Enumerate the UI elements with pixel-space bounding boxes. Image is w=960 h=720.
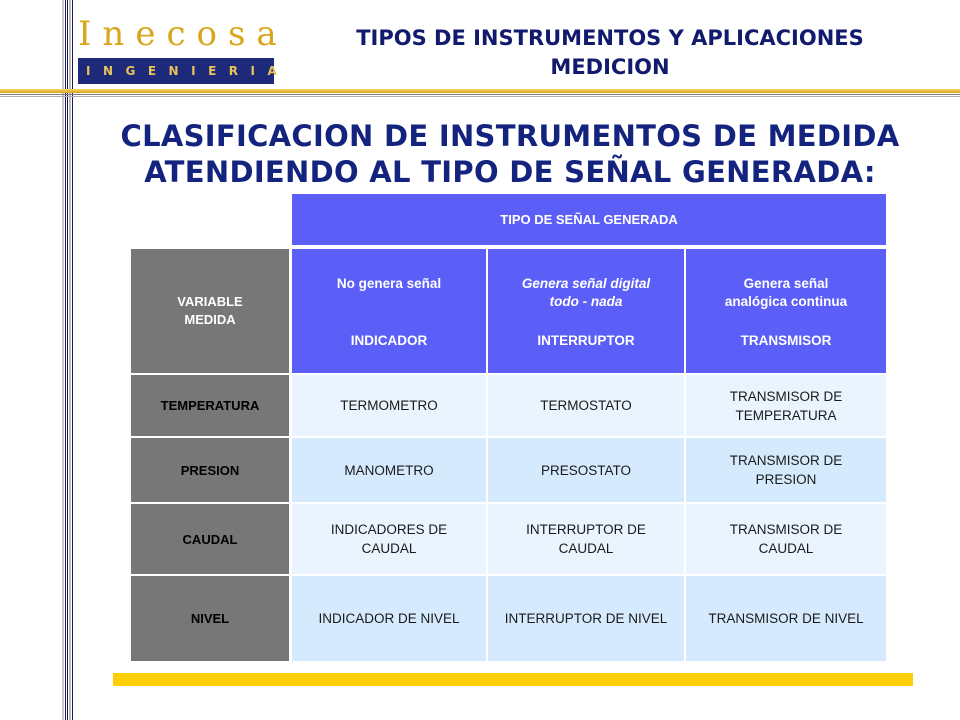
row-header: TEMPERATURA (131, 375, 289, 436)
table-cell: TERMOSTATO (488, 375, 684, 436)
table-cell: TRANSMISOR DE NIVEL (686, 576, 886, 661)
left-rail (62, 0, 64, 720)
table-cell: TRANSMISOR DE CAUDAL (686, 504, 886, 574)
table-cell: TERMOMETRO (292, 375, 486, 436)
table-cell: INDICADOR DE NIVEL (292, 576, 486, 661)
column-header-desc: Genera señal analógica continua (724, 276, 848, 309)
table-cell: TRANSMISOR DE PRESION (686, 438, 886, 502)
row-header: PRESION (131, 438, 289, 502)
left-rail (65, 0, 66, 720)
page-title (90, 118, 930, 190)
footer-bar (113, 673, 913, 686)
header-title-line1: TIPOS DE INSTRUMENTOS Y APLICACIONES (356, 26, 864, 50)
table-cell: PRESOSTATO (488, 438, 684, 502)
row-header: CAUDAL (131, 504, 289, 574)
header-divider-line (0, 94, 960, 95)
header-title (300, 24, 920, 82)
logo-wordmark: Inecosa (78, 14, 288, 54)
column-header (686, 249, 886, 373)
left-rail (69, 0, 71, 720)
column-header-desc: Genera señal digital todo - nada (521, 276, 651, 309)
column-header-desc: No genera señal (336, 276, 442, 291)
table-cell: INDICADORES DE CAUDAL (292, 504, 486, 574)
table-cell: MANOMETRO (292, 438, 486, 502)
column-header-name: TRANSMISOR (740, 333, 832, 348)
variable-header: VARIABLE MEDIDA (131, 249, 289, 373)
header-title-line2: MEDICION (550, 55, 670, 79)
column-header (488, 249, 684, 373)
header-divider-line (0, 96, 960, 97)
table-cell: TRANSMISOR DE TEMPERATURA (686, 375, 886, 436)
page-title-line2: ATENDIENDO AL TIPO DE SEÑAL GENERADA: (144, 155, 876, 189)
left-rail (67, 0, 68, 720)
table-cell: INTERRUPTOR DE NIVEL (488, 576, 684, 661)
column-header-name: INTERRUPTOR (537, 333, 635, 348)
company-logo (78, 14, 290, 78)
left-rail (72, 0, 73, 720)
column-header-name: INDICADOR (350, 333, 428, 348)
group-header: TIPO DE SEÑAL GENERADA (292, 194, 886, 245)
row-header: NIVEL (131, 576, 289, 661)
header-divider (0, 89, 960, 93)
instrument-table (131, 194, 886, 662)
page-title-line1: CLASIFICACION DE INSTRUMENTOS DE MEDIDA (120, 119, 900, 153)
logo-subtitle: INGENIERIA (78, 58, 274, 84)
column-header (292, 249, 486, 373)
table-cell: INTERRUPTOR DE CAUDAL (488, 504, 684, 574)
